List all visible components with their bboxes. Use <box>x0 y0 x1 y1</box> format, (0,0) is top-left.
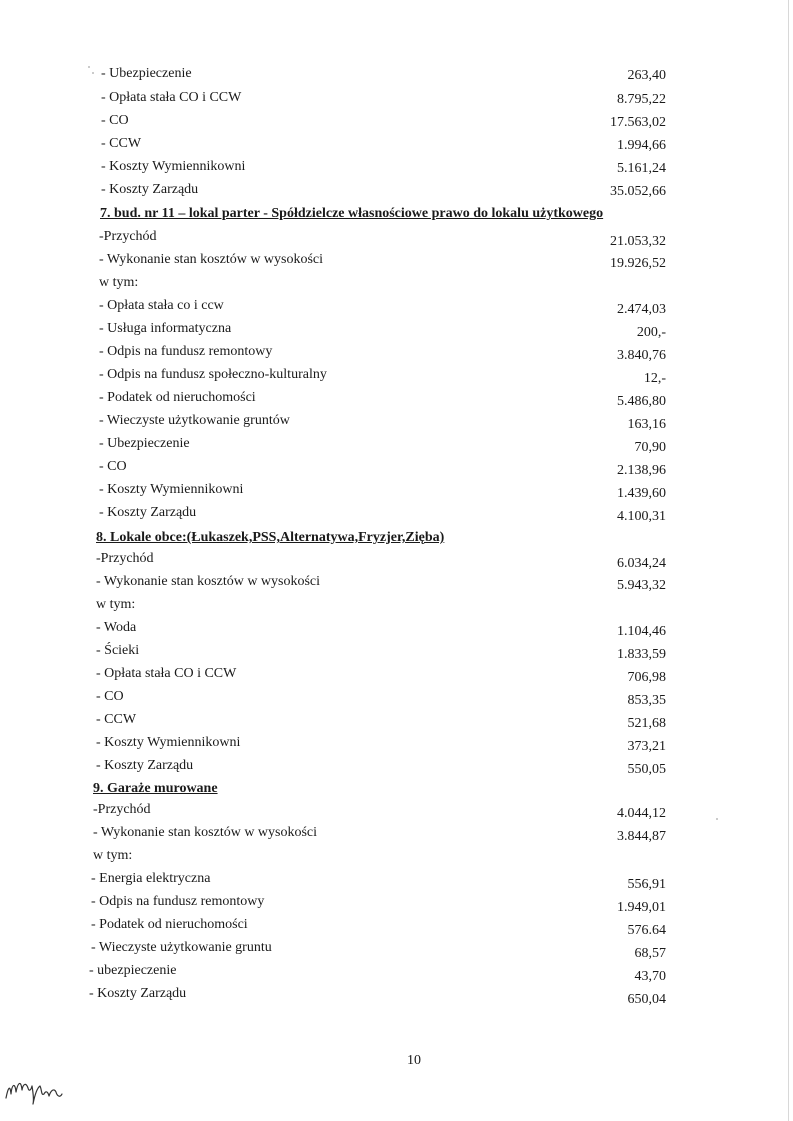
cost-row <box>0 640 793 662</box>
cost-label: -Przychód <box>93 802 151 817</box>
cost-value: 550,05 <box>627 762 666 777</box>
cost-value: 8.795,22 <box>617 92 666 107</box>
cost-value: 6.034,24 <box>617 556 666 571</box>
cost-row <box>0 410 793 432</box>
cost-row <box>0 179 793 201</box>
cost-value: 43,70 <box>634 969 666 984</box>
cost-row <box>0 845 793 867</box>
cost-label: - Opłata stała CO i CCW <box>101 90 242 105</box>
cost-label: - Odpis na fundusz społeczno-kulturalny <box>99 367 327 382</box>
cost-label: - ubezpieczenie <box>89 963 177 978</box>
cost-label: - Koszty Zarządu <box>99 505 197 520</box>
cost-label: - Koszty Zarządu <box>96 758 194 773</box>
cost-row <box>0 364 793 386</box>
cost-row <box>0 755 793 777</box>
cost-value: 576.64 <box>627 923 666 938</box>
cost-value: 35.052,66 <box>610 184 666 199</box>
page-number: 10 <box>407 1053 421 1068</box>
cost-row <box>0 156 793 178</box>
section-heading: 9. Garaże murowane <box>93 781 218 796</box>
cost-row <box>0 502 793 524</box>
cost-value: 70,90 <box>634 440 666 455</box>
cost-value: 521,68 <box>627 716 666 731</box>
cost-value: 556,91 <box>627 877 666 892</box>
cost-value: 19.926,52 <box>610 256 666 271</box>
scan-edge-line <box>788 0 789 1121</box>
cost-row <box>0 937 793 959</box>
cost-row <box>0 799 793 821</box>
cost-row <box>0 110 793 132</box>
cost-row <box>0 226 793 248</box>
cost-label: - Koszty Wymiennikowni <box>99 482 244 497</box>
cost-label: -Przychód <box>99 229 157 244</box>
cost-value: 2.474,03 <box>617 302 666 317</box>
cost-value: 4.044,12 <box>617 806 666 821</box>
cost-label: - Podatek od nieruchomości <box>99 390 256 405</box>
cost-label: - Opłata stała co i ccw <box>99 298 224 313</box>
cost-label: - Energia elektryczna <box>91 871 211 886</box>
cost-row <box>0 732 793 754</box>
cost-value: 1.833,59 <box>617 647 666 662</box>
cost-label: - CCW <box>101 136 142 151</box>
cost-label: - Odpis na fundusz remontowy <box>99 344 273 359</box>
cost-row <box>0 249 793 271</box>
cost-label: - Ścieki <box>96 643 140 658</box>
cost-row <box>0 571 793 593</box>
cost-value: 68,57 <box>634 946 666 961</box>
cost-label: - Wieczyste użytkowanie gruntów <box>99 413 290 428</box>
cost-label: - Opłata stała CO i CCW <box>96 666 237 681</box>
cost-value: 1.994,66 <box>617 138 666 153</box>
cost-row <box>0 272 793 294</box>
cost-row <box>0 663 793 685</box>
cost-label: w tym: <box>93 848 133 863</box>
cost-label: - CO <box>99 459 127 474</box>
cost-row <box>0 433 793 455</box>
cost-row <box>0 868 793 890</box>
cost-label: - Wykonanie stan kosztów w wysokości <box>99 252 324 267</box>
cost-label: - Koszty Zarządu <box>89 986 187 1001</box>
cost-label: - CO <box>101 113 129 128</box>
cost-row <box>0 891 793 913</box>
cost-label: - Usługa informatyczna <box>99 321 232 336</box>
scan-speck <box>716 818 718 820</box>
cost-value: 3.844,87 <box>617 829 666 844</box>
cost-row <box>0 341 793 363</box>
cost-row <box>0 914 793 936</box>
cost-value: 1.104,46 <box>617 624 666 639</box>
cost-label: - Odpis na fundusz remontowy <box>91 894 265 909</box>
cost-row <box>0 983 793 1005</box>
cost-value: 3.840,76 <box>617 348 666 363</box>
scan-speck <box>88 66 90 68</box>
cost-value: 1.439,60 <box>617 486 666 501</box>
cost-value: 5.486,80 <box>617 394 666 409</box>
cost-row <box>0 594 793 616</box>
cost-row <box>0 960 793 982</box>
cost-value: 12,- <box>643 371 666 386</box>
cost-label: - Podatek od nieruchomości <box>91 917 248 932</box>
cost-row <box>0 686 793 708</box>
cost-row <box>0 87 793 109</box>
cost-label: -Przychód <box>96 551 154 566</box>
cost-label: - CCW <box>96 712 137 727</box>
cost-label: - Koszty Wymiennikowni <box>96 735 241 750</box>
cost-value: 853,35 <box>627 693 666 708</box>
cost-row <box>0 456 793 478</box>
cost-label: - Ubezpieczenie <box>101 66 192 81</box>
cost-row <box>0 479 793 501</box>
cost-value: 17.563,02 <box>610 115 666 130</box>
cost-value: 200,- <box>636 325 666 340</box>
cost-value: 163,16 <box>627 417 666 432</box>
cost-label: - Wieczyste użytkowanie gruntu <box>91 940 272 955</box>
cost-row <box>0 548 793 570</box>
cost-value: 5.161,24 <box>617 161 666 176</box>
cost-label: - Woda <box>96 620 137 635</box>
cost-row <box>0 387 793 409</box>
cost-row <box>0 295 793 317</box>
section-heading: 8. Lokale obce:(Łukaszek,PSS,Alternatywa,Fryzjer,Zięba) <box>96 530 445 545</box>
cost-label: - Koszty Zarządu <box>101 182 199 197</box>
cost-value: 373,21 <box>627 739 666 754</box>
cost-row <box>0 318 793 340</box>
scan-speck <box>92 72 94 74</box>
cost-label: - Wykonanie stan kosztów w wysokości <box>93 825 318 840</box>
cost-row <box>0 709 793 731</box>
cost-label: - Ubezpieczenie <box>99 436 190 451</box>
cost-label: - Wykonanie stan kosztów w wysokości <box>96 574 321 589</box>
cost-value: 2.138,96 <box>617 463 666 478</box>
cost-label: w tym: <box>99 275 139 290</box>
cost-value: 21.053,32 <box>610 234 666 249</box>
cost-value: 263,40 <box>627 68 666 83</box>
cost-value: 650,04 <box>627 992 666 1007</box>
cost-value: 5.943,32 <box>617 578 666 593</box>
section-heading: 7. bud. nr 11 – lokal parter - Spółdzielcze własnościowe prawo do lokalu użytkowego <box>100 206 604 221</box>
cost-label: w tym: <box>96 597 136 612</box>
cost-value: 4.100,31 <box>617 509 666 524</box>
cost-row <box>0 133 793 155</box>
cost-row <box>0 63 793 85</box>
cost-label: - Koszty Wymiennikowni <box>101 159 246 174</box>
cost-value: 1.949,01 <box>617 900 666 915</box>
cost-label: - CO <box>96 689 124 704</box>
cost-row <box>0 822 793 844</box>
cost-row <box>0 617 793 639</box>
cost-value: 706,98 <box>627 670 666 685</box>
handwritten-signature <box>4 1070 64 1110</box>
